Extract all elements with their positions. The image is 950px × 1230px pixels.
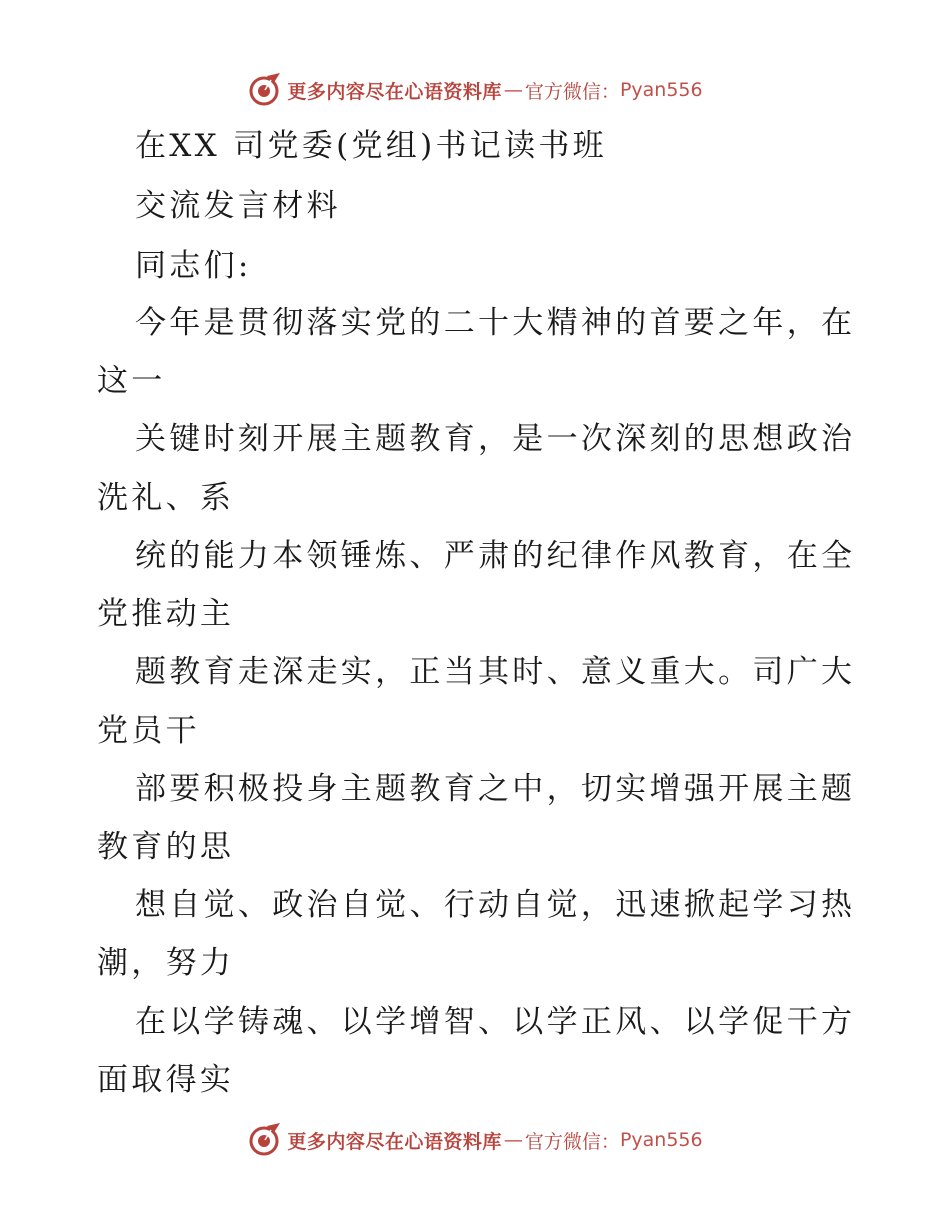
- doc-line: 面取得实: [97, 1062, 235, 1098]
- doc-line: 统的能力本领锤炼、严肃的纪律作风教育，在全: [135, 538, 856, 574]
- banner-contact-label: 官方微信：: [524, 1130, 620, 1153]
- doc-salutation: 同志们:: [135, 248, 252, 284]
- banner-dash: —: [503, 79, 523, 101]
- doc-title-line-1: 在XX 司党委(党组)书记读书班: [135, 128, 607, 164]
- footer-banner: [0, 1120, 950, 1160]
- doc-line: 这一: [97, 363, 166, 399]
- quill-seal-icon: [247, 72, 283, 108]
- doc-line: 题教育走深走实，正当其时、意义重大。司广大: [135, 654, 856, 690]
- doc-line: 关键时刻开展主题教育，是一次深刻的思想政治: [135, 421, 856, 457]
- doc-line: 潮，努力: [97, 945, 235, 981]
- doc-line: 党推动主: [97, 596, 235, 632]
- banner-contact-label: 官方微信：: [524, 80, 620, 103]
- banner-brand: 更多内容尽在心语资料库: [287, 1130, 502, 1153]
- doc-line: 党员干: [97, 713, 200, 749]
- doc-line: 洗礼、系: [97, 480, 235, 516]
- banner-dash: —: [503, 1129, 523, 1151]
- banner-contact-id: Pyan556: [619, 79, 703, 101]
- header-banner: [0, 70, 950, 110]
- doc-line: 想自觉、政治自觉、行动自觉，迅速掀起学习热: [135, 887, 856, 923]
- doc-line: 部要积极投身主题教育之中，切实增强开展主题: [135, 771, 856, 807]
- quill-seal-icon: [247, 1122, 283, 1158]
- doc-line: 教育的思: [97, 829, 235, 865]
- banner-brand: 更多内容尽在心语资料库: [287, 80, 502, 103]
- banner-contact-id: Pyan556: [619, 1129, 703, 1151]
- doc-title-line-2: 交流发言材料: [135, 188, 341, 224]
- doc-line: 在以学铸魂、以学增智、以学正风、以学促干方: [135, 1004, 856, 1040]
- doc-line: 今年是贯彻落实党的二十大精神的首要之年，在: [135, 305, 856, 341]
